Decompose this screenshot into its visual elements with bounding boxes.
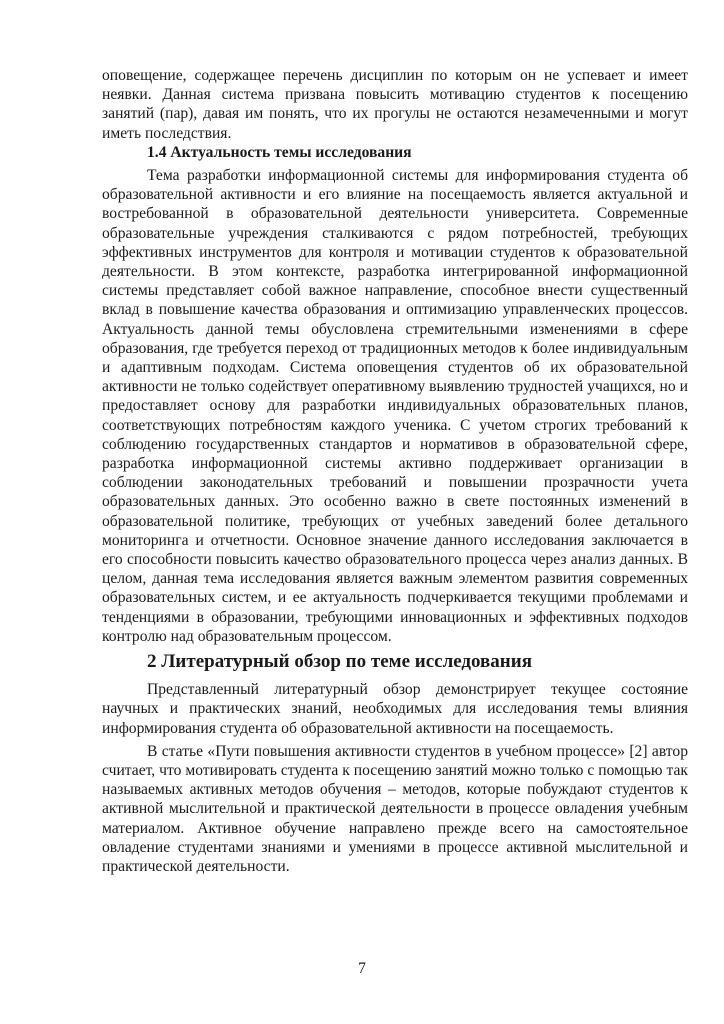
section-heading-2: 2 Литературный обзор по теме исследования: [147, 651, 532, 673]
paragraph-article-review: В статье «Пути повышения активности студентов в учебном процессе» [2] автор считает, что мотивировать студента к посещению занятий можно только с помощью так называемых активных методов обучения – методов, которые побуждают студентов к активной мыслительной и практической деятельности в процессе овладения учебным материалом. Активное обучение направлено прежде всего на самостоятельное овладение студентами знаниями и умениями в процессе активной мыслительной и практической деятельности.: [102, 742, 688, 875]
paragraph-review-intro: Представленный литературный обзор демонстрирует текущее состояние научных и практических знаний, необходимых для исследования темы влияния информирования студента об образовательной активности на посещаемость.: [102, 681, 688, 737]
paragraph-relevance: Тема разработки информационной системы для информирования студента об образовательной активности и его влияние на посещаемость является актуальной и востребованной в образовательной деятельности университета. Современные образовательные учреждения сталкиваются с рядом потребностей, требующих эффективных инструментов для контроля и мотивации студентов к образовательной деятельности. В этом контексте, разработка интегрированной информационной системы представляет собой важное направление, способное внести существенный вклад в повышение качества образования и оптимизацию управленческих процессов. Актуальность данной темы обусловлена стремительными изменениями в сфере образования, где требуется переход от традиционных методов к более индивидуальным и адаптивным подходам. Система оповещения студентов об их образовательной активности не только содействует оперативному выявлению трудностей учащихся, но и предоставляет основу для разработки индивидуальных образовательных планов, соответствующих потребностям каждого ученика. С учетом строгих требований к соблюдению государственных стандартов и нормативов в образовательной сфере, разработка информационной системы активно поддерживает организации в соблюдении законодательных требований и повышении прозрачности учета образовательных данных. Это особенно важно в свете постоянных изменений в образовательной политике, требующих от учебных заведений более детального мониторинга и отчетности. Основное значение данного исследования заключается в его способности повысить качество образовательного процесса через анализ данных. В целом, данная тема исследования является важным элементом развития современных образовательных систем, и ее актуальность подчеркивается текущими проблемами и тенденциями в образовании, требующими инновационных и эффективных подходов контролю над образовательным процессом.: [102, 167, 688, 645]
page-number: 7: [358, 960, 366, 977]
section-heading-1-4: 1.4 Актуальность темы исследования: [147, 143, 412, 161]
document-page: [102, 66, 688, 876]
paragraph-intro: оповещение, содержащее перечень дисциплин по которым он не успевает и имеет неявки. Данная система призвана повысить мотивацию студентов к посещению занятий (пар), давая им понять, что их прогулы не остаются незамеченными и могут иметь последствия.: [102, 67, 688, 142]
